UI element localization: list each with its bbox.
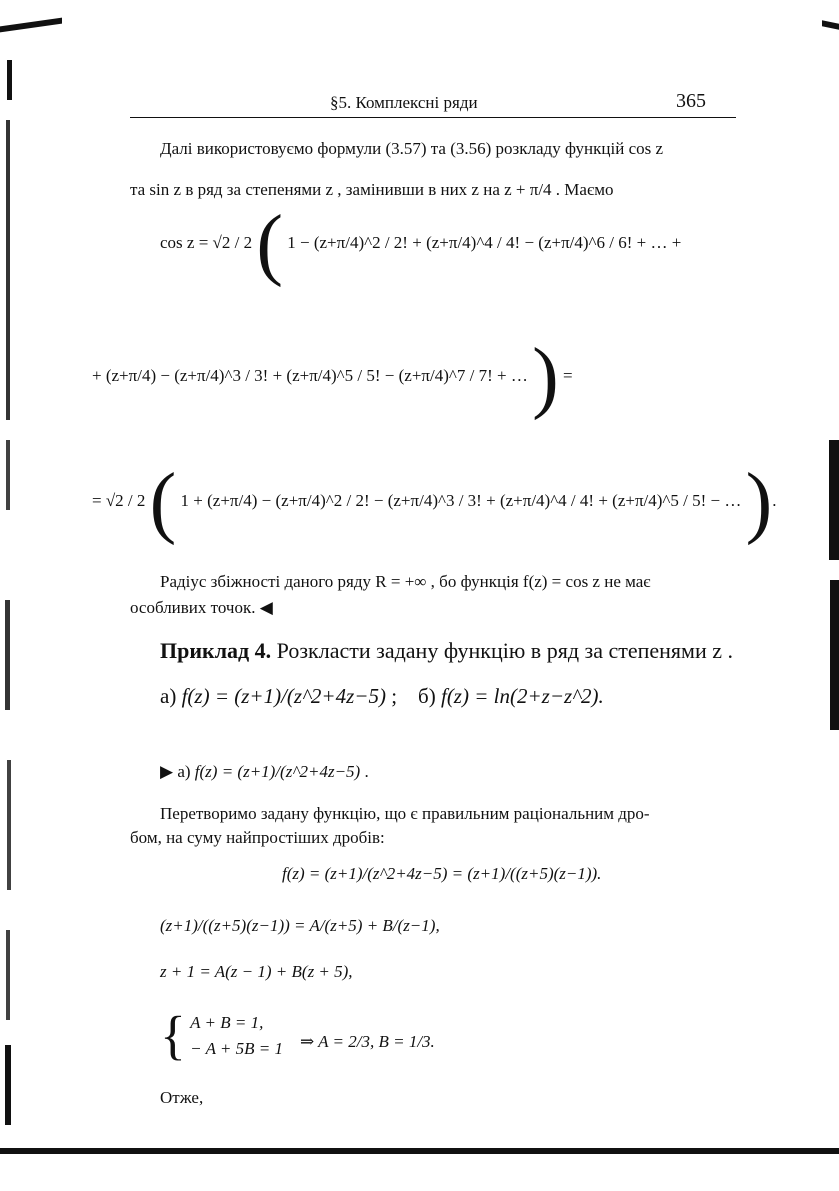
- part-a-function: f(z) = (z+1)/(z^2+4z−5): [181, 684, 386, 708]
- intro-line-1: Далі використовуємо формули (3.57) та (3.56) розкладу функцій cos z: [160, 139, 664, 158]
- system-brace: {: [160, 1005, 186, 1066]
- cos-term: (z+π/4)^6 / 6!: [538, 232, 633, 252]
- scan-artifact: [830, 580, 839, 730]
- big-close-paren: ): [532, 333, 559, 421]
- solution-a-start: ▶ а) f(z) = (z+1)/(z^2+4z−5) .: [160, 762, 369, 781]
- scan-artifact: [829, 440, 839, 560]
- big-open-paren: (: [256, 200, 283, 288]
- radius-line-1: Радіус збіжності даного ряду R = +∞ , бо функція f(z) = cos z не має: [160, 572, 651, 591]
- solution-a-function: f(z) = (z+1)/(z^2+4z−5): [194, 762, 361, 781]
- example-parts: а) f(z) = (z+1)/(z^2+4z−5) ; б) f(z) = ln(2+z−z^2).: [160, 684, 604, 708]
- scan-artifact: [5, 600, 10, 710]
- scan-artifact: [7, 60, 12, 100]
- example-title-rest: Розкласти задану функцію в ряд за степенями z .: [276, 638, 733, 663]
- sin-term: (z+π/4)^7 / 7!: [398, 365, 493, 385]
- sin-term: (z+π/4)^5 / 5!: [286, 365, 381, 385]
- cos-term: (z+π/4)^2 / 2!: [313, 232, 408, 252]
- identity-equation: z + 1 = A(z − 1) + B(z + 5),: [160, 962, 353, 981]
- system-equation: − A + 5B = 1: [190, 1039, 283, 1058]
- combined-term: − …: [710, 490, 742, 510]
- cos-lhs: cos z =: [160, 232, 209, 252]
- therefore-text: Отже,: [160, 1088, 204, 1107]
- cos-term: (z+π/4)^4 / 4!: [426, 232, 521, 252]
- part-b-label: б): [418, 684, 436, 708]
- scan-artifact: [7, 760, 11, 890]
- combined-term: (z+π/4)^2 / 2!: [275, 490, 370, 510]
- system-result: ⇒ A = 2/3, B = 1/3.: [300, 1032, 435, 1051]
- example-title-bold: Приклад 4.: [160, 638, 272, 663]
- combined-expansion: = √2 / 2 ( 1 + (z+π/4) − (z+π/4)^2 / 2! − (z+π/4)^3 / 3! + (z+π/4)^4 / 4! + (z+π/4)^5 / 5! − … ).: [92, 458, 777, 546]
- combined-term: (z+π/4)^4 / 4!: [499, 490, 595, 510]
- big-close-paren: ): [745, 458, 773, 546]
- scan-artifact: [6, 930, 10, 1020]
- sin-expansion: + (z+π/4) − (z+π/4)^3 / 3! + (z+π/4)^5 / 5! − (z+π/4)^7 / 7! + … ) =: [92, 333, 573, 421]
- solution-para-2: бом, на суму найпростіших дробів:: [130, 828, 385, 847]
- big-open-paren: (: [149, 458, 177, 546]
- radius-line-2: особливих точок. ◀: [130, 598, 273, 617]
- linear-system: [160, 1005, 283, 1066]
- header-rule: [130, 117, 736, 118]
- partial-fractions: (z+1)/((z+5)(z−1)) = A/(z+5) + B/(z−1),: [160, 916, 440, 935]
- factored-form: f(z) = (z+1)/(z^2+4z−5) = (z+1)/((z+5)(z−1)).: [282, 864, 602, 883]
- part-b-function: f(z) = ln(2+z−z^2).: [440, 684, 604, 708]
- sqrt2-over-2: √2 / 2: [105, 490, 146, 510]
- scan-artifact: [6, 120, 10, 420]
- scan-artifact: [0, 1148, 839, 1154]
- combined-term: 1: [180, 490, 190, 510]
- system-equation: A + B = 1,: [190, 1013, 264, 1032]
- intro-line-2: та sin z в ряд за степенями z , замінивши в них z на z + π/4 . Маємо: [130, 180, 614, 199]
- sin-term: + …: [497, 365, 528, 385]
- scan-artifact: [822, 20, 839, 30]
- part-a-label: а): [160, 684, 177, 708]
- example-heading: [160, 638, 733, 664]
- solution-para-1: Перетворимо задану функцію, що є правильним раціональним дро-: [160, 804, 650, 823]
- sqrt2-over-2: √2 / 2: [212, 232, 253, 252]
- combined-term: (z+π/4)^5 / 5!: [612, 490, 707, 510]
- sin-term: (z+π/4)^3 / 3!: [174, 365, 269, 385]
- combined-term: (z+π/4): [207, 490, 258, 510]
- scan-artifact: [5, 1045, 11, 1125]
- cos-term: + … +: [636, 232, 682, 252]
- cos-term: 1: [287, 232, 296, 252]
- scan-artifact: [0, 18, 62, 33]
- solution-marker: ▶ а): [160, 762, 191, 781]
- running-header: §5. Комплексні ряди: [330, 93, 478, 112]
- cos-expansion: cos z = √2 / 2 ( 1 − (z+π/4)^2 / 2! + (z+π/4)^4 / 4! − (z+π/4)^6 / 6! + … +: [160, 200, 682, 288]
- sin-term: (z+π/4): [105, 365, 157, 385]
- page-number: 365: [676, 90, 706, 112]
- combined-term: (z+π/4)^3 / 3!: [387, 490, 482, 510]
- scan-artifact: [6, 440, 10, 510]
